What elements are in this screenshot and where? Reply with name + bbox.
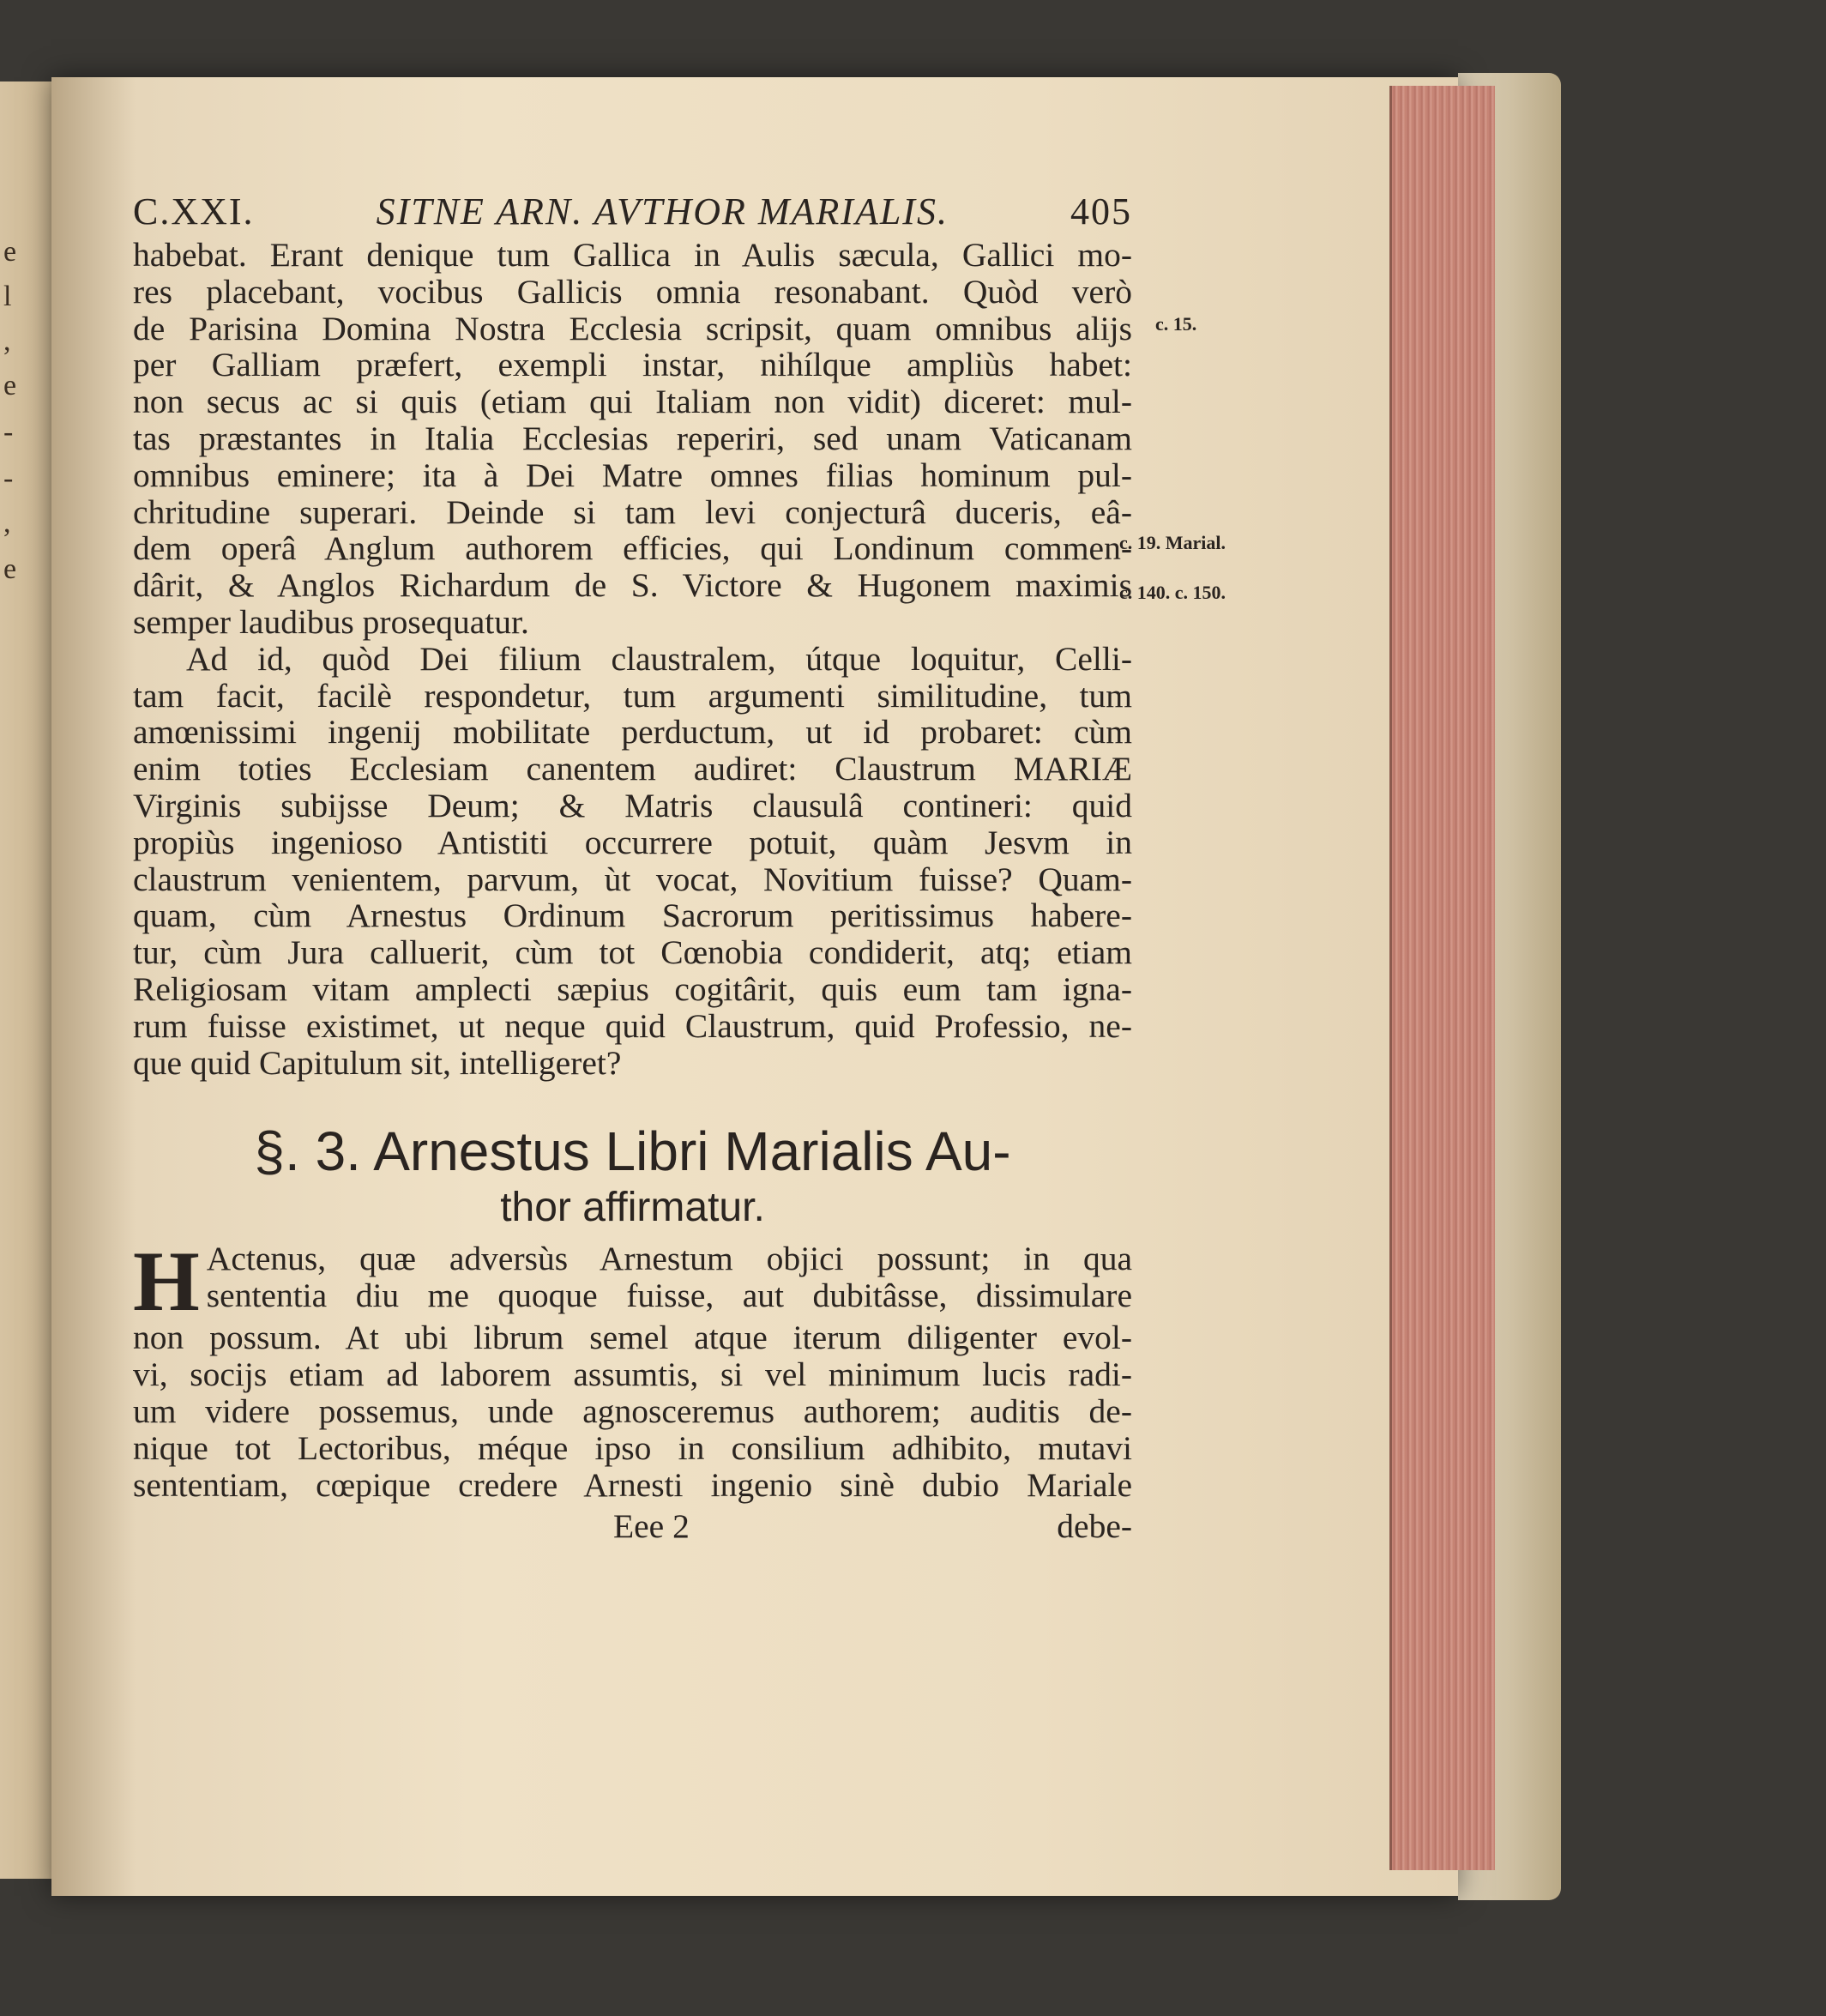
left-page-glyph: - (3, 462, 14, 494)
left-page-glyph: l (3, 281, 12, 312)
catchword: debe- (1057, 1507, 1132, 1546)
page-fore-edge (1389, 86, 1495, 1870)
text-line: omnibus eminere; ita à Dei Matre omnes filias hominum pul- (133, 456, 1132, 494)
text-line: tas præstantes in Italia Ecclesias reperiri, sed unam Vaticanam (133, 419, 1132, 457)
section-heading-line2: thor affirmatur. (500, 1185, 765, 1231)
catchline (133, 1508, 1132, 1545)
text-line: dem operâ Anglum authorem efficies, qui Londinum commen- (133, 529, 1132, 568)
left-page-glyph: , (3, 325, 11, 357)
text-line: non possum. At ubi librum semel atque iterum diligenter evol- (133, 1319, 1132, 1357)
left-page-glyph: e (3, 553, 17, 585)
margin-note: c. 19. Marial. (1119, 532, 1226, 553)
text-line: chritudine superari. Deinde si tam levi conjecturâ duceris, eâ- (133, 492, 1132, 531)
text-line: amœnissimi ingenij mobilitate perductum, ut id probaret: cùm (133, 713, 1132, 751)
text-line: enim toties Ecclesiam canentem audiret: Claustrum MARIÆ (133, 750, 1132, 788)
left-page-glyph: - (3, 416, 14, 448)
text-line: vi, socijs etiam ad laborem assumtis, si vel minimum lucis radi- (133, 1355, 1132, 1394)
text-line: um videre possemus, unde agnosceremus authorem; auditis de- (133, 1391, 1132, 1430)
left-page-glyph: e (3, 370, 17, 401)
text-line: tur, cùm Jura calluerit, cùm tot Cœnobia condiderit, atq; etiam (133, 933, 1132, 972)
text-line: habebat. Erant denique tum Gallica in Aulis sæcula, Gallici mo- (133, 236, 1132, 274)
running-head (133, 187, 1132, 237)
text-line: tam facit, facilè respondetur, tum argumenti similitudine, tum (133, 676, 1132, 715)
section-heading-line1: §. 3. Arnestus Libri Marialis Au- (254, 1120, 1011, 1183)
margin-note: c. 15. (1155, 313, 1197, 335)
section-heading (133, 1120, 1132, 1234)
text-line: rum fuisse existimet, ut neque quid Claustrum, quid Professio, ne- (133, 1006, 1132, 1045)
drop-cap: H (133, 1234, 200, 1330)
text-line: sententiam, cœpique credere Arnesti ingenio sinè dubio Mariale (133, 1465, 1132, 1504)
chapter-number: C.XXI. (133, 190, 255, 232)
text-line: Actenus, quæ adversùs Arnestum objici possunt; in qua (206, 1240, 1132, 1278)
page-number: 405 (1070, 190, 1132, 232)
page-text (133, 187, 1132, 1545)
text-line: que quid Capitulum sit, intelligeret? (133, 1043, 622, 1082)
running-title: SITNE ARN. AVTHOR MARIALIS. (376, 190, 949, 232)
text-line: de Parisina Domina Nostra Ecclesia scripsit, quam omnibus alijs (133, 309, 1132, 347)
text-line: Ad id, quòd Dei filium claustralem, útque loquitur, Celli- (186, 639, 1132, 678)
left-page-glyph: , (3, 507, 11, 539)
text-line: per Galliam præfert, exempli instar, nihílque ampliùs habet: (133, 346, 1132, 384)
margin-note: c. 140. c. 150. (1119, 582, 1226, 603)
text-line: Religiosam vitam amplecti sæpius cogitârit, quis eum tam igna- (133, 969, 1132, 1008)
text-line: claustrum venientem, parvum, ùt vocat, Novitium fuisse? Quam- (133, 860, 1132, 898)
text-line: semper laudibus prosequatur. (133, 602, 529, 641)
text-line: propiùs ingenioso Antistiti occurrere potuit, quàm Jesvm in (133, 823, 1132, 861)
text-line: non secus ac si quis (etiam qui Italiam non vidit) diceret: mul- (133, 383, 1132, 421)
text-line: dârit, & Anglos Richardum de S. Victore & Hugonem maximis (133, 566, 1132, 605)
text-line: res placebant, vocibus Gallicis omnia resonabant. Quòd verò (133, 272, 1132, 311)
text-line: sententia diu me quoque fuisse, aut dubitâsse, dissimulare (206, 1277, 1132, 1315)
section-paragraph (133, 1234, 1132, 1504)
text-line: quam, cùm Arnestus Ordinum Sacrorum peritissimus habere- (133, 896, 1132, 935)
left-page-glyph: e (3, 236, 17, 268)
signature-mark: Eee 2 (613, 1507, 690, 1546)
text-line: nique tot Lectoribus, méque ipso in consilium adhibito, mutavi (133, 1428, 1132, 1467)
text-line: Virginis subijsse Deum; & Matris clausulâ contineri: quid (133, 786, 1132, 824)
